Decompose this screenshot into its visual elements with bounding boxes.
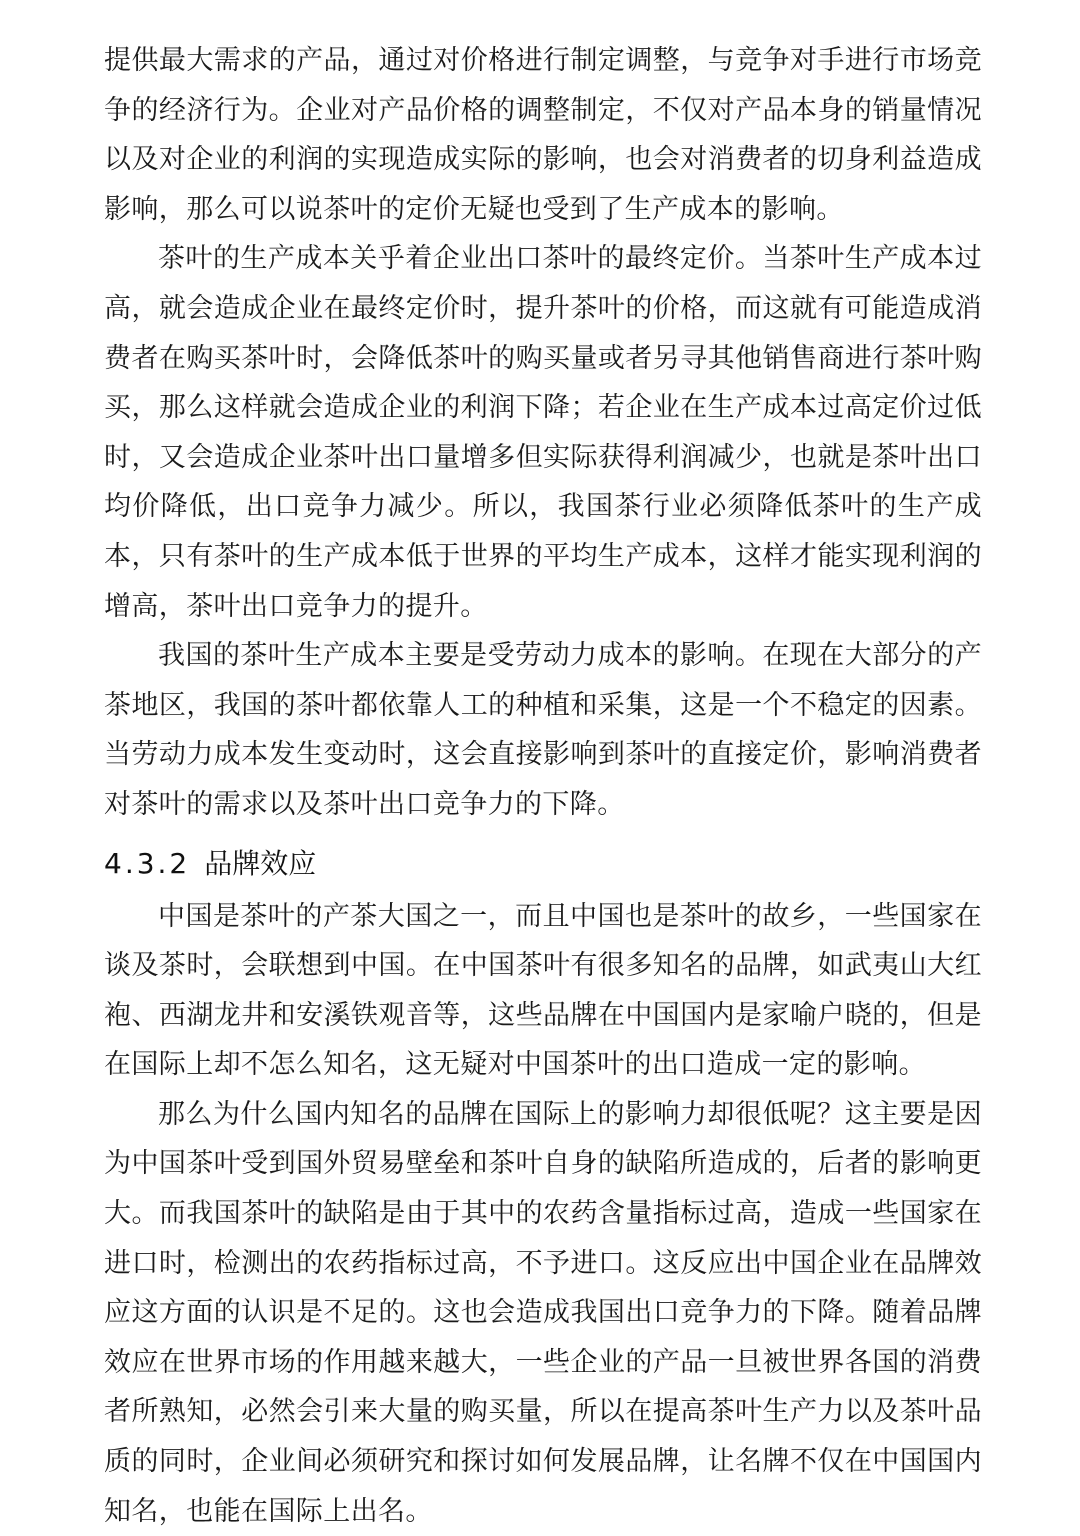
section-title: 品牌效应 — [204, 846, 317, 880]
paragraph-continuation: 提供最大需求的产品，通过对价格进行制定调整，与竞争对手进行市场竞争的经济行为。企业对产品价格的调整制定，不仅对产品本身的销量情况以及对企业的利润的实现造成实际的影响，也会对消费者的切身利益造成影响，那么可以说茶叶的定价无疑也受到了生产成本的影响。 — [104, 45, 982, 225]
section-heading — [104, 842, 982, 886]
paragraph-brand-intro: 中国是茶叶的产茶大国之一，而且中国也是茶叶的故乡，一些国家在谈及茶时，会联想到中国。在中国茶叶有很多知名的品牌，如武夷山大红袍、西湖龙井和安溪铁观音等，这些品牌在中国国内是家喻户晓的，但是在国际上却不怎么知名，这无疑对中国茶叶的出口造成一定的影响。 — [104, 900, 982, 1081]
paragraph-production-cost: 茶叶的生产成本关乎着企业出口茶叶的最终定价。当茶叶生产成本过高，就会造成企业在最终定价时，提升茶叶的价格，而这就有可能造成消费者在购买茶叶时，会降低茶叶的购买量或者另寻其他销售商进行茶叶购买，那么这样就会造成企业的利润下降；若企业在生产成本过高定价过低时，又会造成企业茶叶出口量增多但实际获得利润减少，也就是茶叶出口均价降低，出口竞争力减少。所以，我国茶行业必须降低茶叶的生产成本，只有茶叶的生产成本低于世界的平均生产成本，这样才能实现利润的增高，茶叶出口竞争力的提升。 — [104, 243, 982, 622]
paragraph-brand-analysis: 那么为什么国内知名的品牌在国际上的影响力却很低呢？这主要是因为中国茶叶受到国外贸易壁垒和茶叶自身的缺陷所造成的，后者的影响更大。而我国茶叶的缺陷是由于其中的农药含量指标过高，造成一些国家在进口时，检测出的农药指标过高，不予进口。这反应出中国企业在品牌效应这方面的认识是不足的。这也会造成我国出口竞争力的下降。随着品牌效应在世界市场的作用越来越大，一些企业的产品一旦被世界各国的消费者所熟知，必然会引来大量的购买量，所以在提高茶叶生产力以及茶叶品质的同时，企业间必须研究和探讨如何发展品牌，让名牌不仅在中国国内知名，也能在国际上出名。 — [104, 1098, 982, 1527]
section-number: 4.3.2 — [104, 846, 191, 880]
document-page — [104, 36, 982, 1536]
paragraph-labor-cost: 我国的茶叶生产成本主要是受劳动力成本的影响。在现在大部分的产茶地区，我国的茶叶都依靠人工的种植和采集，这是一个不稳定的因素。当劳动力成本发生变动时，这会直接影响到茶叶的直接定价，影响消费者对茶叶的需求以及茶叶出口竞争力的下降。 — [104, 640, 982, 820]
